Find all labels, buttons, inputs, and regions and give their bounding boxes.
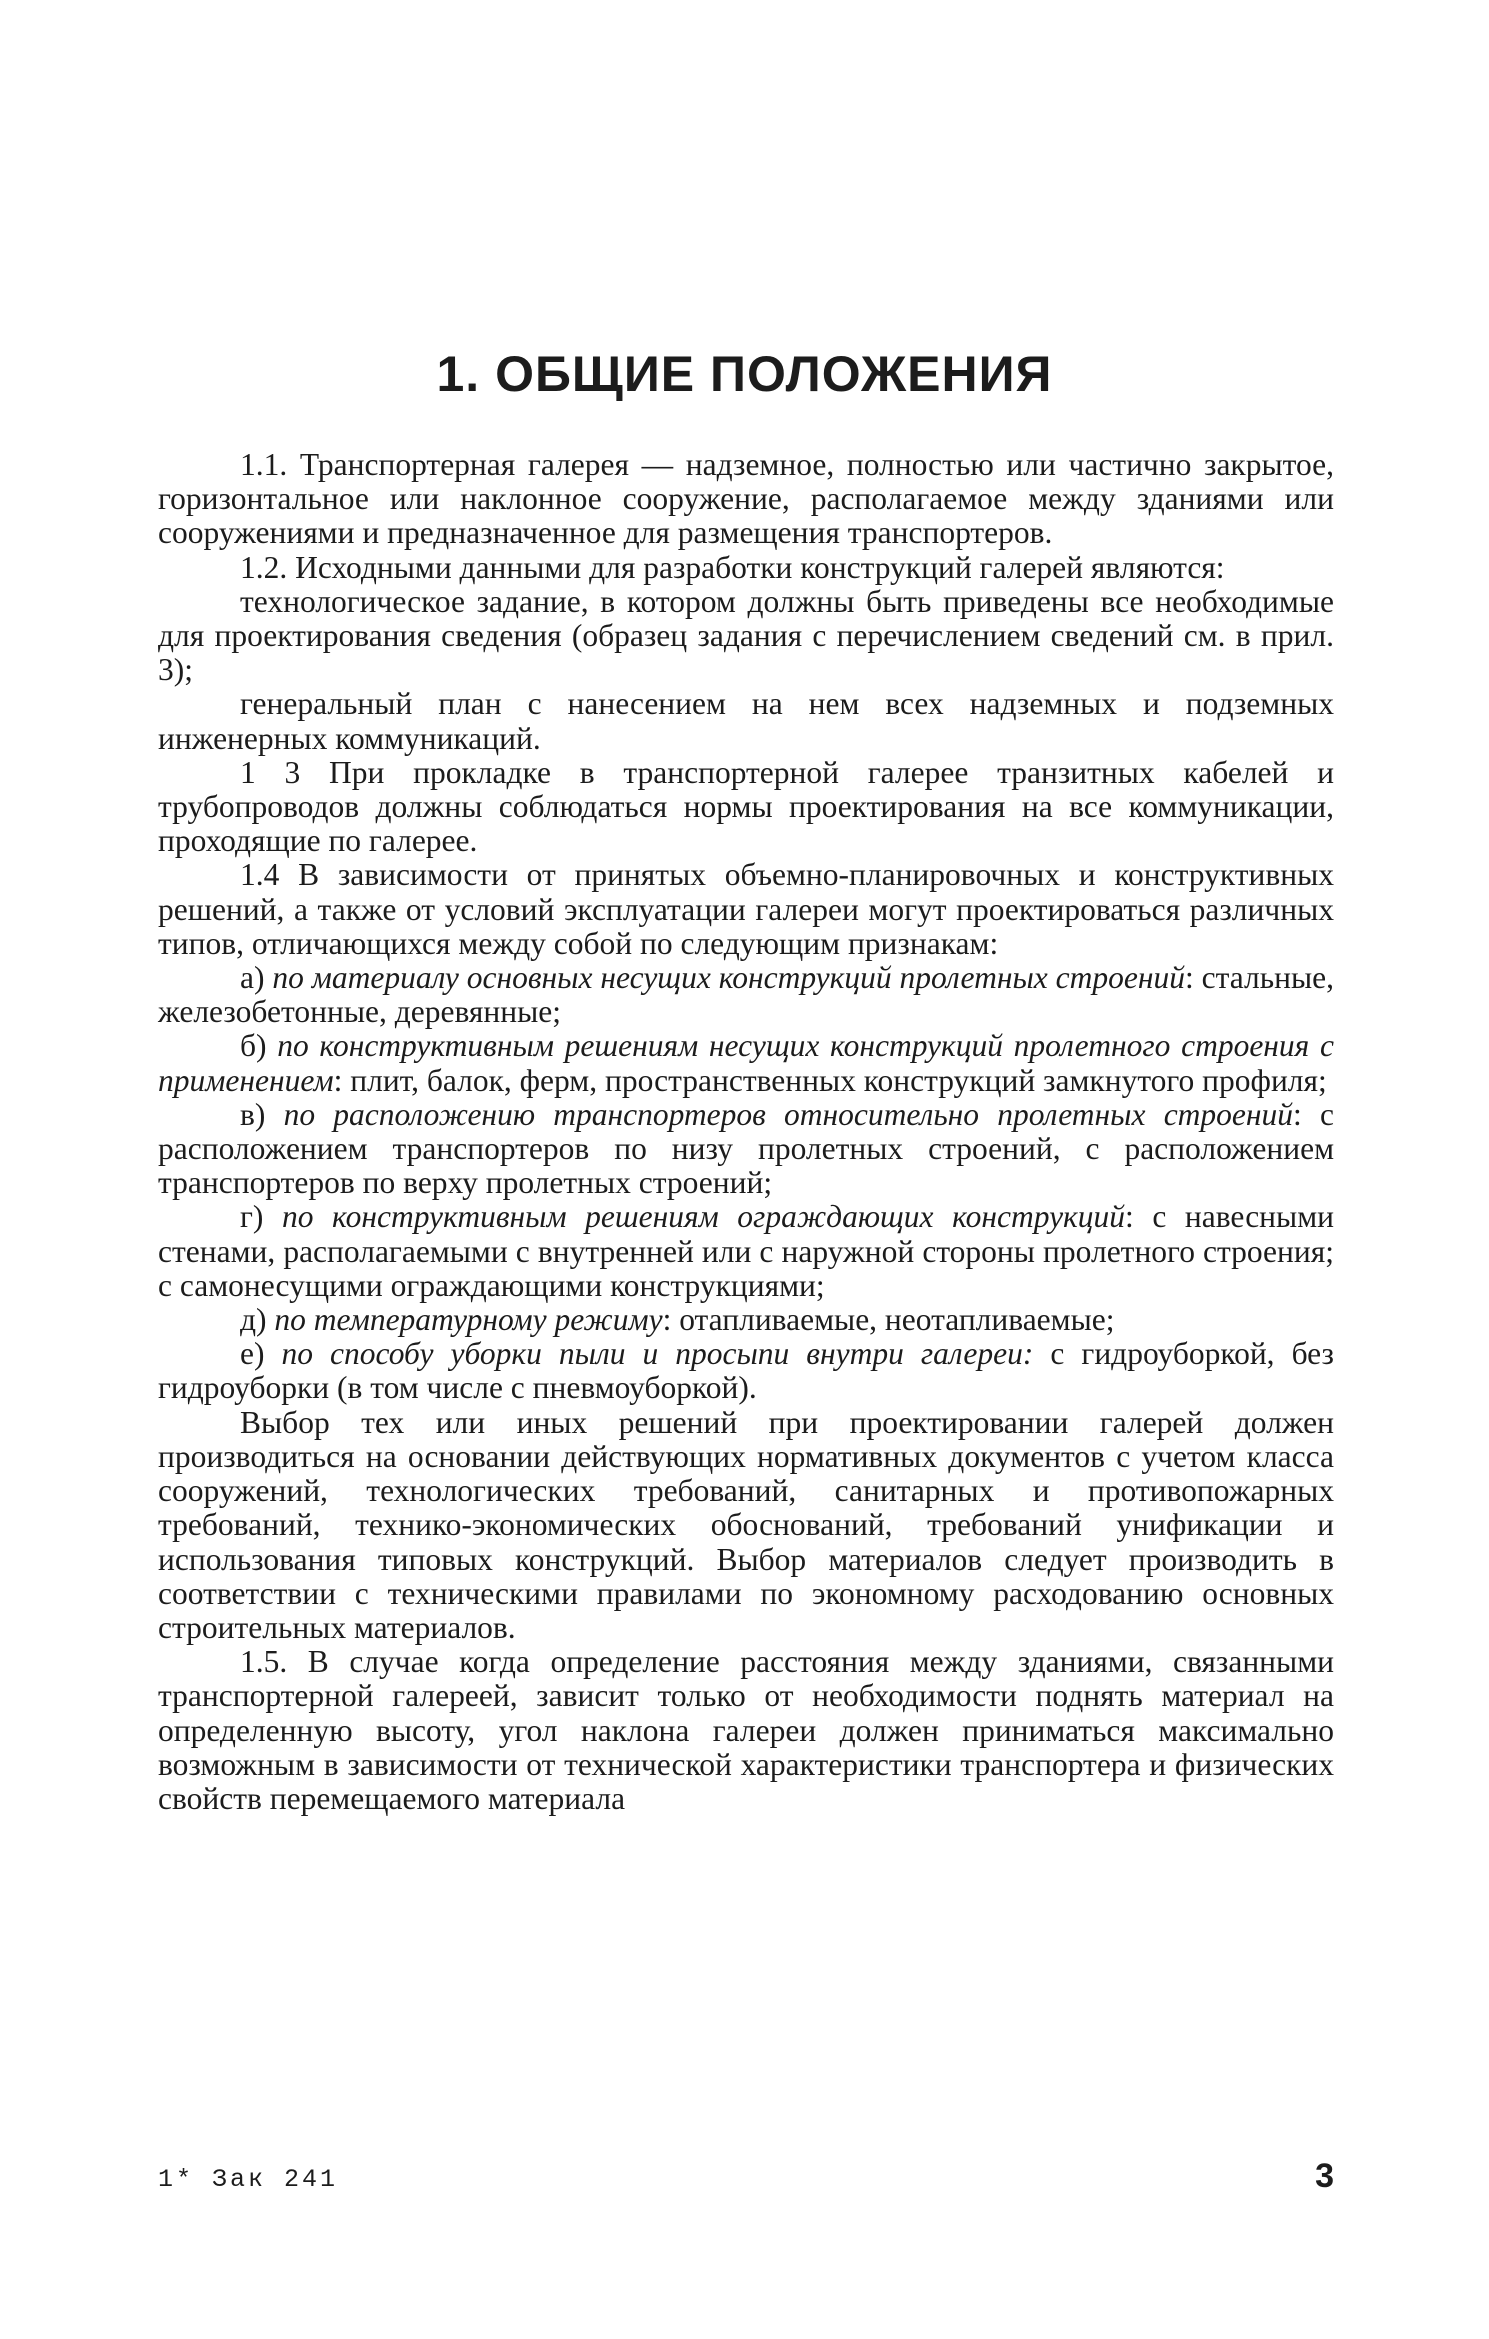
list-item-values: : с навесными стенами, располагаемыми с внутренней или с наружной стороны пролетного строения; с самонесущими ограждающими конструкциями; [158, 1199, 1334, 1303]
list-item-criterion: по расположению транспортеров относительно пролетных строений [283, 1096, 1294, 1132]
paragraph-1-5: 1.5. В случае когда определение расстояния между зданиями, связанными транспортерной галереей, зависит только от необходимости поднять материал на определенную высоту, угол наклона галереи должен приниматься максимально возможным в зависимости от технической характеристики транспортера и физических свойств перемещаемого материала [158, 1644, 1334, 1816]
list-item-e [158, 1337, 1334, 1405]
list-item-criterion: по материалу основных несущих конструкций пролетных строений [272, 960, 1185, 996]
section-heading: 1. ОБЩИЕ ПОЛОЖЕНИЯ [436, 346, 1053, 402]
paragraph-1-2: 1.2. Исходными данными для разработки конструкций галерей являются: [240, 549, 1225, 585]
list-item-prefix: г) [240, 1199, 282, 1235]
list-item-prefix: а) [240, 960, 273, 996]
paragraph-1-4: 1.4 В зависимости от принятых объемно-планировочных и конструктивных решений, а также от условий эксплуатации галереи могут проектироваться различных типов, отличающихся между собой по следующим признакам: [158, 857, 1334, 961]
list-item-values: с гидроуборкой, без гидроуборки (в том числе с пневмоуборкой). [158, 1336, 1334, 1406]
list-item-g [158, 1200, 1334, 1303]
list-item-v [158, 1098, 1334, 1201]
list-item-values: : отапливаемые, неотапливаемые; [662, 1302, 1115, 1338]
list-item-prefix: е) [240, 1336, 282, 1372]
list-item-b [158, 1029, 1334, 1097]
list-item-criterion: по температурному режиму [274, 1302, 663, 1338]
list-item-a [158, 961, 1334, 1029]
paragraph-1-2-technological-task: технологическое задание, в котором должны быть приведены все необходимые для проектирования сведения (образец задания с перечислением сведений см. в прил. 3); [158, 583, 1334, 688]
list-item-values: : с расположением транспортеров по низу пролетных строений, с расположением транспортеров по верху пролетных строений; [158, 1096, 1334, 1201]
list-item-values: : плит, балок, ферм, пространственных конструкций замкнутого профиля; [333, 1062, 1327, 1098]
paragraph-1-1: 1.1. Транспортерная галерея — надземное, полностью или частично закрытое, горизонтальное или наклонное сооружение, располагаемое между зданиями или сооружениями и предназначенное для размещения транспортеров. [158, 447, 1334, 551]
list-item-criterion: по конструктивным решениям ограждающих конструкций [281, 1199, 1126, 1235]
paragraph-1-3: 1 3 При прокладке в транспортерной галерее транзитных кабелей и трубопроводов должны соблюдаться нормы проектирования на все коммуникации, проходящие по галерее. [158, 754, 1334, 859]
list-item-criterion: по способу уборки пыли и просыпи внутри галереи: [281, 1336, 1034, 1372]
list-item-d [158, 1303, 1334, 1337]
list-item-prefix: б) [240, 1028, 278, 1064]
body-text [158, 448, 1334, 1816]
paragraph-1-2-general-plan: генеральный план с нанесением на нем всех надземных и подземных инженерных коммуникаций. [158, 686, 1334, 756]
paragraph-design-choice: Выбор тех или иных решений при проектировании галерей должен производиться на основании действующих нормативных документов с учетом класса сооружений, технологических требований, санитарных и противопожарных требований, технико-экономических обоснований, требований унификации и использования типовых конструкций. Выбор материалов следует производить в соответствии с техническими правилами по экономному расходованию основных строительных материалов. [158, 1404, 1334, 1645]
print-order-code: 1* Зак 241 [158, 2165, 339, 2194]
list-item-prefix: в) [240, 1096, 284, 1132]
page-number: 3 [1315, 2157, 1334, 2195]
list-item-prefix: д) [240, 1302, 275, 1338]
list-item-values: : стальные, железобетонные, деревянные; [158, 960, 1334, 1030]
list-item-criterion: по конструктивным решениям несущих конструкций пролетного строения с применением [158, 1028, 1334, 1098]
